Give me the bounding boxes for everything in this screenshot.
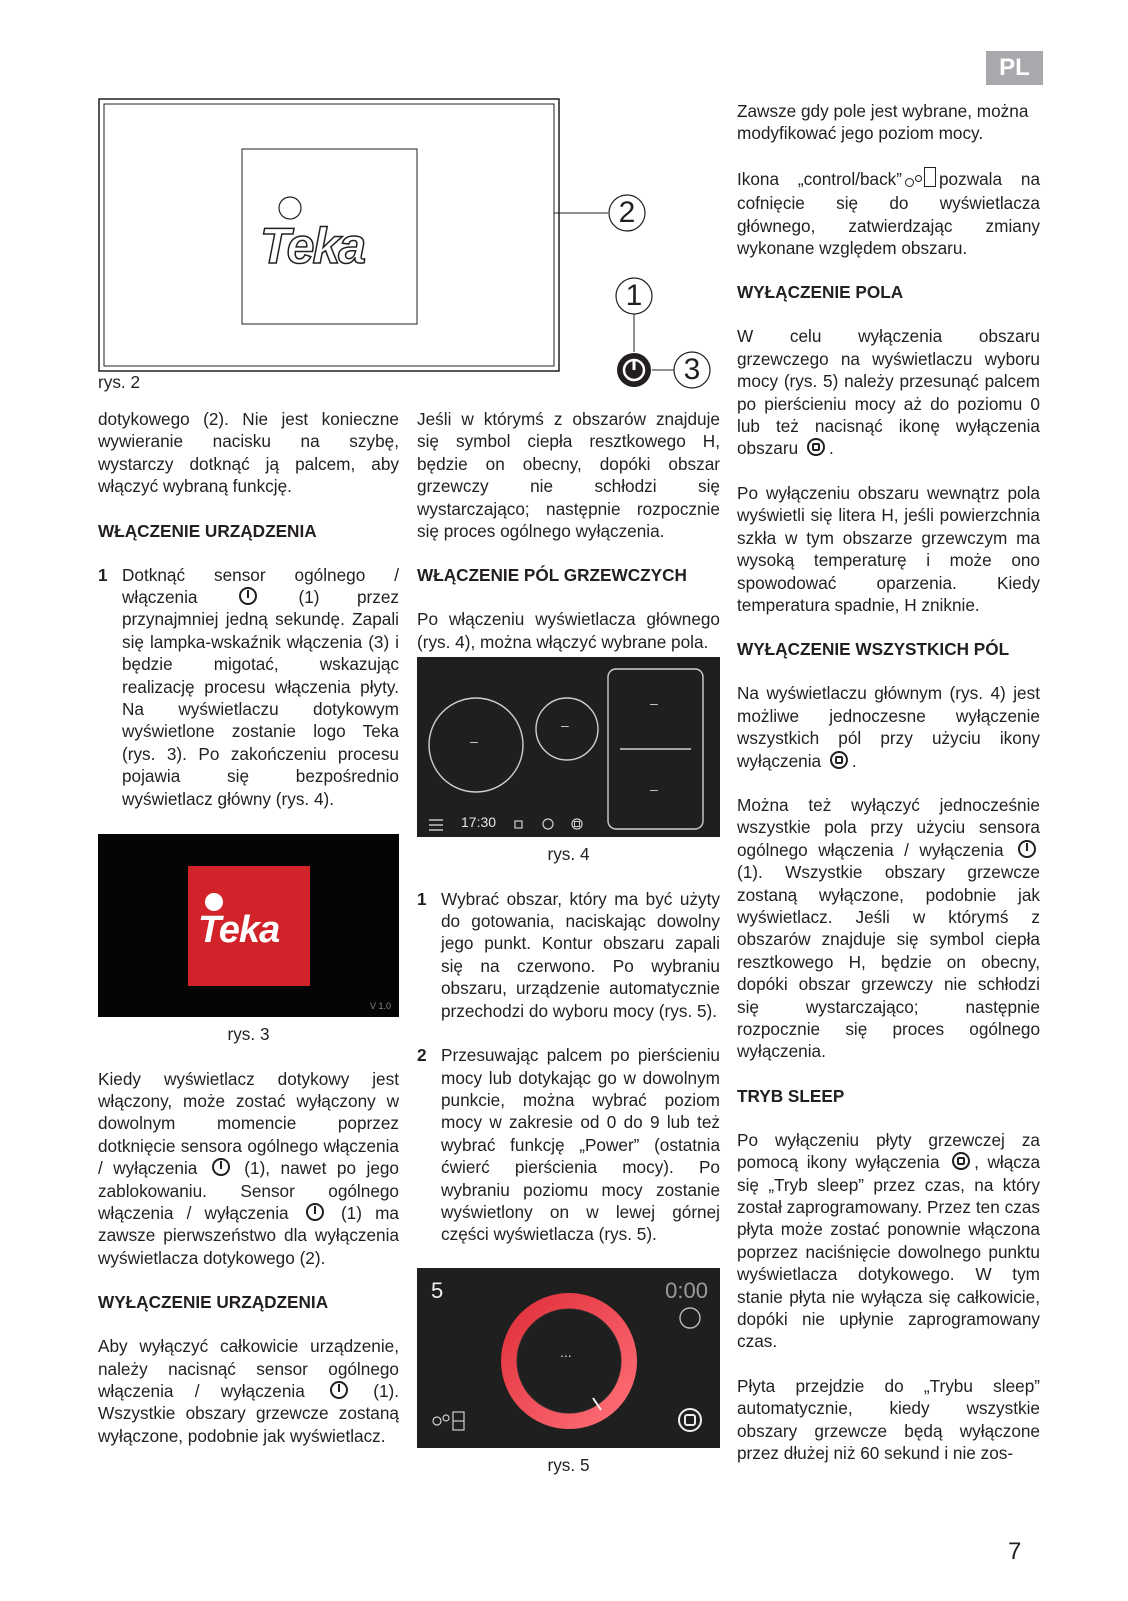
language-badge [986, 51, 1043, 85]
col3-paragraph-7 [737, 1129, 1040, 1353]
col3-p6-b: (1). Wszystkie obszary grzewcze zostaną wyłączone, podobnie jak wyświetlacz. Jeśli w którymś z obszarów znajduje się symbol ciepła resztkowego H, będzie on obecny, dopóki obszar grzewczy nie schłodzi się wystarczająco; następnie rozpocznie się proces ogólnego wyłączenia. [737, 862, 1040, 1062]
control-back-icon [905, 167, 936, 192]
col1-step-1-text-a: Dotknąć sensor ogólnego / włączenia [122, 564, 399, 608]
language-badge-label: PL [999, 54, 1030, 81]
col1-step-1-text-b: (1) przez przynajmniej jedną sekundę. Zapali się lampka-wskaźnik włączenia (3) i będzie migotać, wskazując realizację procesu włączenia płyty. Na wyświetlaczu dotykowym wyświetlone zostanie logo Teka (rys. 3). Po zakończeniu procesu pojawia się bezpośrednio wyświetlacz główny (rys. 4). [122, 587, 400, 809]
col1-step-1 [98, 564, 399, 810]
teka-logo-label: Teka [198, 909, 280, 952]
figure-5 [417, 1268, 720, 1448]
zone-4-dash-text: – [650, 781, 658, 798]
page-number [1008, 1538, 1021, 1566]
col3-paragraph-8: Płyta przejdzie do „Trybu sleep” automatycznie, kiedy wszystkie obszary grzewcze będą wyłączone przez dłużej niż 60 sekund i nie zos- [737, 1375, 1040, 1464]
zone-2-dash-text: – [561, 717, 569, 734]
power-icon [239, 587, 257, 605]
power-icon [306, 1203, 324, 1221]
figure-2 [98, 98, 738, 398]
col1-p2-b: (1), nawet po jego zablokowaniu. Sensor ogólnego włączenia / wyłączenia [98, 1158, 399, 1223]
col1-paragraph-1: dotykowego (2). Nie jest konieczne wywieranie nacisku na szybę, wystarczy dotknąć ją palcem, aby włączyć wybraną funkcję. [98, 409, 399, 497]
col2-step-1 [417, 888, 720, 1022]
timer-display [665, 1278, 708, 1304]
col1-p3-a: Aby wyłączyć całkowicie urządzenie, należy nacisnąć sensor ogólnego włączenia / wyłączenia [98, 1336, 399, 1401]
col3-p2-b: pozwala na cofnięcie się do wyświetlacza głównego, zatwierdzając zmiany wykonane względem obszaru. [737, 168, 1041, 259]
step-number: 1 [98, 564, 108, 585]
heading-sleep-mode: TRYB SLEEP [737, 1085, 845, 1106]
col3-paragraph-6 [737, 794, 1040, 1063]
ring-center [560, 1344, 572, 1360]
clock-display [461, 814, 496, 830]
col3-paragraph-5 [737, 682, 1040, 772]
figure-5-caption: rys. 5 [547, 1454, 590, 1475]
col3-paragraph-4: Po wyłączeniu obszaru wewnątrz pola wyświetli się litera H, jeśli powierzchnia szkła w tym obszarze grzewczym ma wysoką temperaturę i może ono spowodować oparzenia. Kiedy temperatura spadnie, H zniknie. [737, 482, 1040, 615]
col1-p2-c: (1) ma zawsze pierwszeństwo dla wyłączenia wyświetlacza dotykowego (2). [98, 1202, 399, 1268]
power-level [431, 1278, 443, 1304]
step-number: 2 [417, 1045, 427, 1066]
column-1 [98, 408, 399, 1447]
power-level-text: 5 [431, 1277, 444, 1303]
col1-paragraph-3 [98, 1335, 399, 1447]
figure-4-zones [417, 657, 720, 837]
version-text: V 1.0 [369, 1001, 391, 1012]
power-icon [212, 1158, 230, 1176]
clock-text: 17:30 [461, 814, 497, 831]
col3-paragraph-2 [737, 167, 1040, 260]
timer-text: 0:00 [665, 1277, 708, 1303]
heading-power-off: WYŁĄCZENIE URZĄDZENIA [98, 1292, 329, 1313]
col1-p2-a: Kiedy wyświetlacz dotykowy jest włączony, może zostać wyłączony w dowolnym momencie poprzez dotknięcie sensora ogólnego włączenia / wyłączenia [98, 1068, 399, 1179]
zone-3-dash [650, 695, 658, 711]
teka-logo-box [188, 866, 310, 986]
power-icon [1018, 840, 1036, 858]
teka-logo-outline [260, 216, 396, 276]
zone-3-dash-text: – [650, 695, 658, 712]
figure-4-caption: rys. 4 [547, 844, 590, 865]
col1-paragraph-2 [98, 1068, 399, 1270]
figure-3-caption: rys. 3 [227, 1024, 270, 1045]
heading-power-on: WŁĄCZENIE URZĄDZENIA [98, 520, 317, 541]
col3-paragraph-3 [737, 325, 1040, 459]
zone-off-icon [830, 751, 848, 769]
col3-p3-a: W celu wyłączenia obszaru grzewczego na wyświetlaczu wyboru mocy (rys. 5) należy przesunąć palcem po pierścieniu mocy aż do poziomu 0 lub też nacisnąć ikonę wyłączenia obszaru [737, 326, 1040, 459]
col2-paragraph-1: Jeśli w którymś z obszarów znajduje się symbol ciepła resztkowego H, będzie on obecny, dopóki obszar grzewczy nie schłodzi się wystarczająco; następnie rozpocznie się proces ogólnego wyłączenia. [417, 409, 720, 542]
col2-step-2 [417, 1044, 720, 1246]
zone-off-icon [952, 1152, 970, 1170]
step-number: 1 [417, 888, 427, 909]
heading-zone-off: WYŁĄCZENIE POLA [737, 282, 904, 303]
callout-2-label: 2 [618, 196, 636, 229]
col3-p5-a: Na wyświetlaczu głównym (rys. 4) jest możliwe jednoczesne wyłączenie wszystkich pól przy użyciu ikony wyłączenia [737, 683, 1040, 771]
col3-p3-b: . [828, 438, 834, 459]
version-label [370, 1001, 391, 1011]
column-2 [417, 408, 720, 1476]
col3-p7-b: , włącza się „Tryb sleep” przez czas, na który został zaprogramowany. Przez ten czas płyta może zostać ponownie włączona poprzez naciśnięcie dowolnego punktu wyświetlacza dotykowego. W tym stanie płyta nie wyłącza się całkowicie, dopóki nie upłynie zaprogramowany czas. [737, 1152, 1041, 1352]
page-number-text: 7 [1008, 1538, 1022, 1565]
callout-1 [616, 278, 652, 314]
heading-zones-on: WŁĄCZENIE PÓL GRZEWCZYCH [417, 565, 687, 586]
figure-2-caption-text: rys. 2 [98, 372, 141, 392]
col3-p7-a: Po wyłączeniu płyty grzewczej za pomocą ikony wyłączenia [737, 1129, 1040, 1173]
col3-paragraph-1: Zawsze gdy pole jest wybrane, można modyfikować jego poziom mocy. [737, 101, 1029, 144]
zone-1-dash [470, 733, 478, 749]
callout-3-label: 3 [683, 353, 701, 386]
figure-2-drawing [98, 98, 738, 398]
zone-off-icon [807, 438, 825, 456]
callout-2 [609, 195, 645, 231]
teka-logo-text: Teka [260, 218, 365, 274]
ring-center-text: ... [560, 1343, 572, 1360]
callout-1-label: 1 [625, 279, 643, 312]
col1-p3-b: (1). Wszystkie obszary grzewcze zostaną wyłączone, podobnie jak wyświetlacz. [98, 1380, 400, 1446]
zone-4-dash [650, 781, 658, 797]
col2-paragraph-2: Po włączeniu wyświetlacza głównego (rys. 4), można włączyć wybrane pola. [417, 609, 720, 652]
teka-logo-text [198, 908, 308, 952]
heading-all-off: WYŁĄCZENIE WSZYSTKICH PÓL [737, 639, 1010, 660]
power-icon [330, 1381, 348, 1399]
zone-1-dash-text: – [470, 733, 478, 750]
col2-step-2-text: Przesuwając palcem po pierścieniu mocy lub dotykając go w dowolnym punkcie, można wybrać poziom mocy w zakresie od 0 do 9 lub też wybrać funkcję „Power” (ostatnia ćwierć pierścienia mocy). Po wybraniu poziomu mocy zostanie wyświetlony on w lewej górnej części wyświetlacza (rys. 5). [441, 1045, 720, 1245]
col3-p2-a: Ikona „control/back” [737, 168, 902, 189]
col3-p5-b: . [851, 750, 857, 771]
callout-3 [674, 352, 710, 388]
figure-2-caption [98, 372, 140, 393]
figure-3 [98, 834, 399, 1017]
col2-step-1-text: Wybrać obszar, który ma być użyty do gotowania, naciskając dowolny jego punkt. Kontur obszaru zapali się na czerwono. Po wybraniu obszaru, urządzenie automatycznie przechodzi do wyboru mocy (rys. 5). [441, 888, 720, 1021]
column-3 [737, 100, 1040, 1465]
figure-4 [417, 657, 720, 837]
col3-p6-a: Można też wyłączyć jednocześnie wszystkie pola przy użyciu sensora ogólnego włączenia / wyłączenia [737, 794, 1040, 860]
zone-2-dash [561, 717, 569, 733]
